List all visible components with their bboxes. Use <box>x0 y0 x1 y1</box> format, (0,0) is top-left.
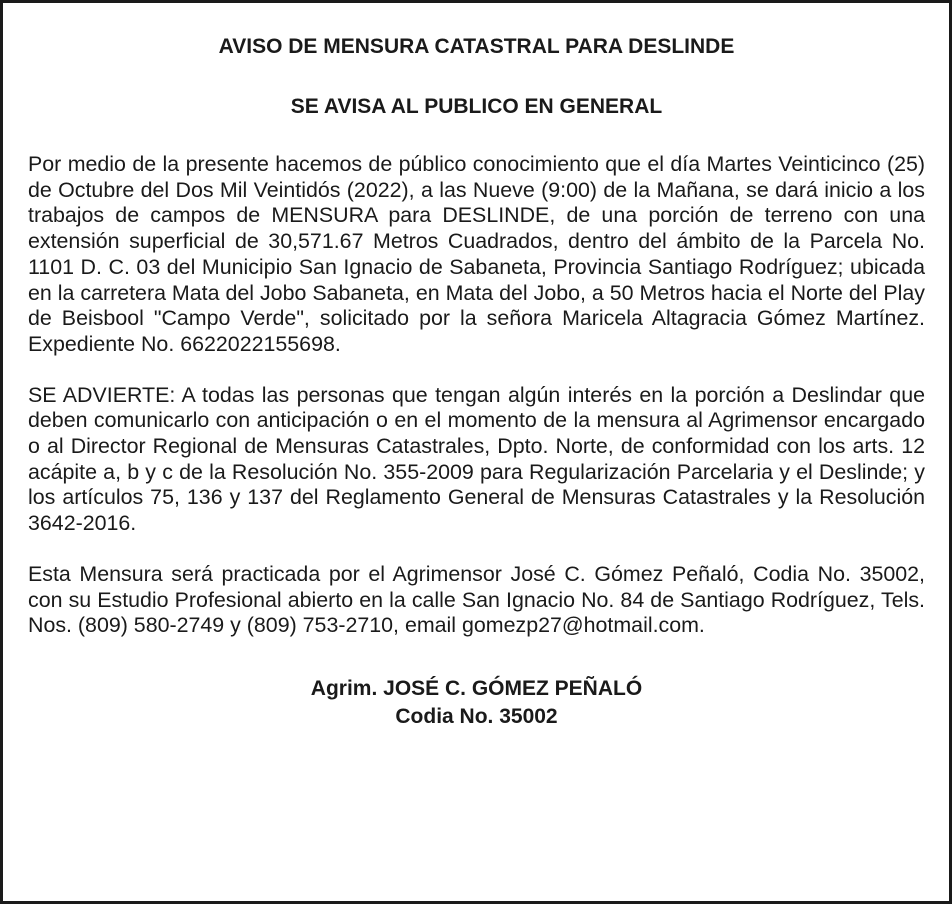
notice-subtitle: SE AVISA AL PUBLICO EN GENERAL <box>290 95 663 118</box>
announcement-paragraph: Por medio de la presente hacemos de público conocimiento que el día Martes Veinticinco (25) de Octubre del Dos Mil Veintidós (2022), a las Nueve (9:00) de la Mañana, se dará inicio a los trabajos de campos de MENSURA para DESLINDE, de una porción de terreno con una extensión superficial de 30,571.67 Metros Cuadrados, dentro del ámbito de la Parcela No. 1101 D. C. 03 del Municipio San Ignacio de Sabaneta, Provincia Santiago Rodríguez; ubicada en la carretera Mata del Jobo Sabaneta, en Mata del Jobo, a 50 Metros hacia el Norte del Play de Beisbool "Campo Verde", solicitado por la señora Maricela Altagracia Gómez Martínez. Expediente No. 6622022155698. <box>28 152 925 356</box>
notice-title: AVISO DE MENSURA CATASTRAL PARA DESLINDE <box>218 35 735 58</box>
signature-block <box>28 675 925 731</box>
surveyor-info-paragraph: Esta Mensura será practicada por el Agrimensor José C. Gómez Peñaló, Codia No. 35002, con su Estudio Profesional abierto en la calle San Ignacio No. 84 de Santiago Rodríguez, Tels. Nos. (809) 580-2749 y (809) 753-2710, email gomezp27@hotmail.com. <box>28 561 925 638</box>
warning-paragraph: SE ADVIERTE: A todas las personas que tengan algún interés en la porción a Deslindar que deben comunicarlo con anticipación o en el momento de la mensura al Agrimensor encargado o al Director Regional de Mensuras Catastrales, Dpto. Norte, de conformidad con los arts. 12 acápite a, b y c de la Resolución No. 355-2009 para Regularización Parcelaria y el Deslinde; y los artículos 75, 136 y 137 del Reglamento General de Mensuras Catastrales y la Resolución 3642-2016. <box>28 382 925 536</box>
signature-codia: Codia No. 35002 <box>395 704 558 728</box>
signature-name: Agrim. JOSÉ C. GÓMEZ PEÑALÓ <box>310 676 643 700</box>
